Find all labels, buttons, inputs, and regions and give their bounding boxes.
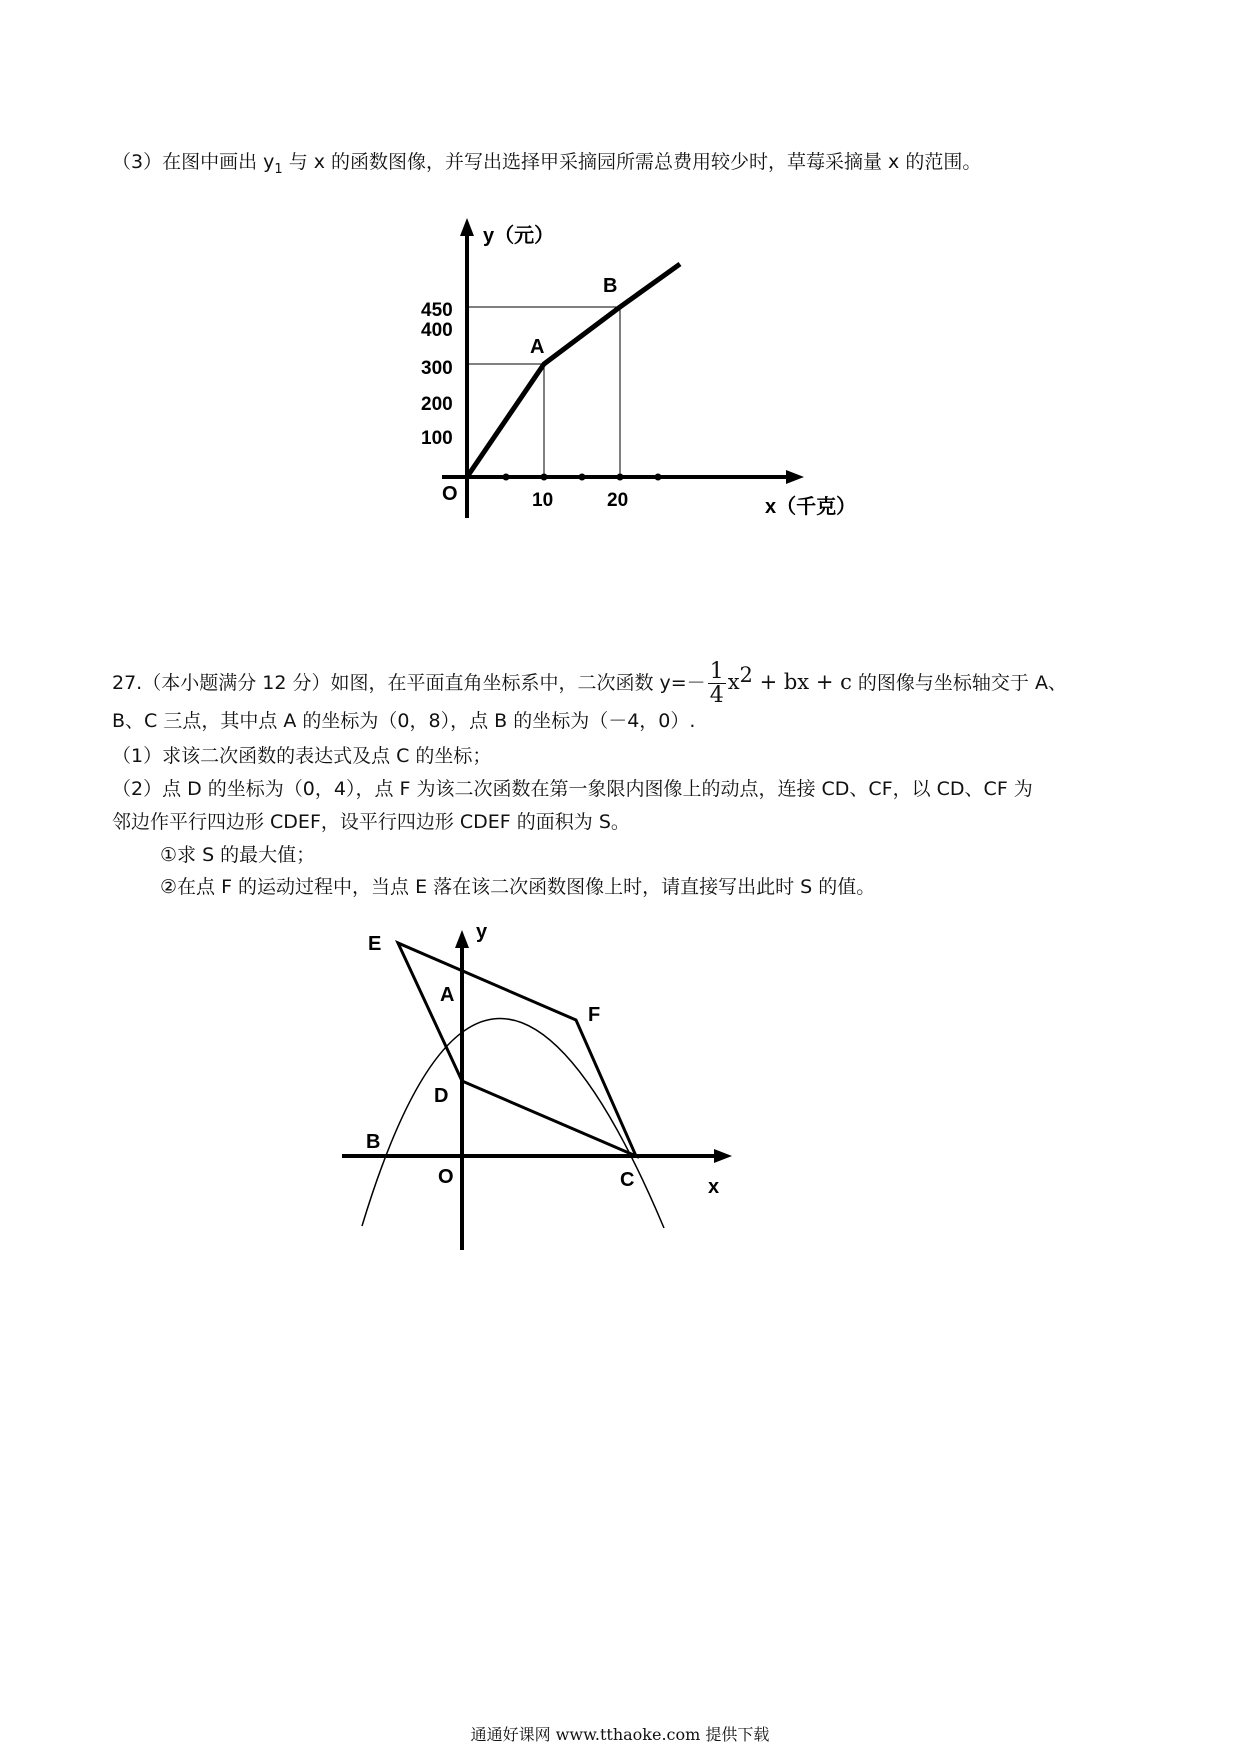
label-o: O xyxy=(438,1166,454,1188)
parabola xyxy=(362,1018,664,1228)
label-a: A xyxy=(440,984,455,1006)
point-a-label: A xyxy=(530,336,545,358)
question-3-text: （3）在图中画出 $y_1$ 与 x 的函数图像，并写出选择甲采摘园所需总费用较少时，草莓采摘量 x 的范围。 xyxy=(112,151,982,177)
question-27-part-2-cont: 邻边作平行四边形 CDEF，设平行四边形 CDEF 的面积为 S。 xyxy=(112,811,630,833)
origin-label: O xyxy=(442,483,458,505)
y-tick-200: 200 xyxy=(421,394,453,415)
question-27-sub-1: ①求 S 的最大值； xyxy=(160,844,316,866)
y-tick-300: 300 xyxy=(421,358,453,379)
x-tick-10: 10 xyxy=(532,490,554,511)
parallelogram-cdef xyxy=(398,943,636,1156)
y-tick-400: 400 xyxy=(421,320,453,341)
label-e: E xyxy=(368,933,382,955)
question-27-part-1: （1）求该二次函数的表达式及点 C 的坐标； xyxy=(112,745,492,767)
question-27-sub-2: ②在点 F 的运动过程中，当点 E 落在该二次函数图像上时，请直接写出此时 S 的值。 xyxy=(160,876,876,898)
x-tick-20: 20 xyxy=(607,490,629,511)
label-y: y xyxy=(476,921,488,943)
question-27-line-2: B、C 三点，其中点 A 的坐标为（0，8），点 B 的坐标为（－4，0）. xyxy=(112,710,696,732)
footer-credit: 通通好课网 www.tthaoke.com 提供下载 xyxy=(470,1725,770,1744)
point-b-label: B xyxy=(603,275,618,297)
label-c: C xyxy=(620,1169,635,1191)
y-tick-450: 450 xyxy=(421,300,453,321)
y-axis-label: y（元） xyxy=(483,225,555,247)
label-d: D xyxy=(434,1085,449,1107)
label-b: B xyxy=(366,1131,381,1153)
x-axis-label: x（千克） xyxy=(765,496,857,518)
x-axis-2-arrow xyxy=(714,1149,732,1163)
label-f: F xyxy=(588,1004,601,1026)
y-tick-100: 100 xyxy=(421,428,453,449)
y-axis-2-arrow xyxy=(455,930,469,948)
label-x: x xyxy=(708,1176,720,1198)
question-27-text: 27.（本小题满分 12 分）如图，在平面直角坐标系中，二次函数 y=－ $\frac{1}{4}$ $x^2$ + bx + c 的图像与坐标轴交于 A、 xyxy=(112,659,1067,709)
fraction: $\frac{1}{4}$ xyxy=(709,659,724,709)
question-27-part-2: （2）点 D 的坐标为（0，4），点 F 为该二次函数在第一象限内图像上的动点，连接 CD、CF，以 CD、CF 为 xyxy=(112,778,1033,800)
